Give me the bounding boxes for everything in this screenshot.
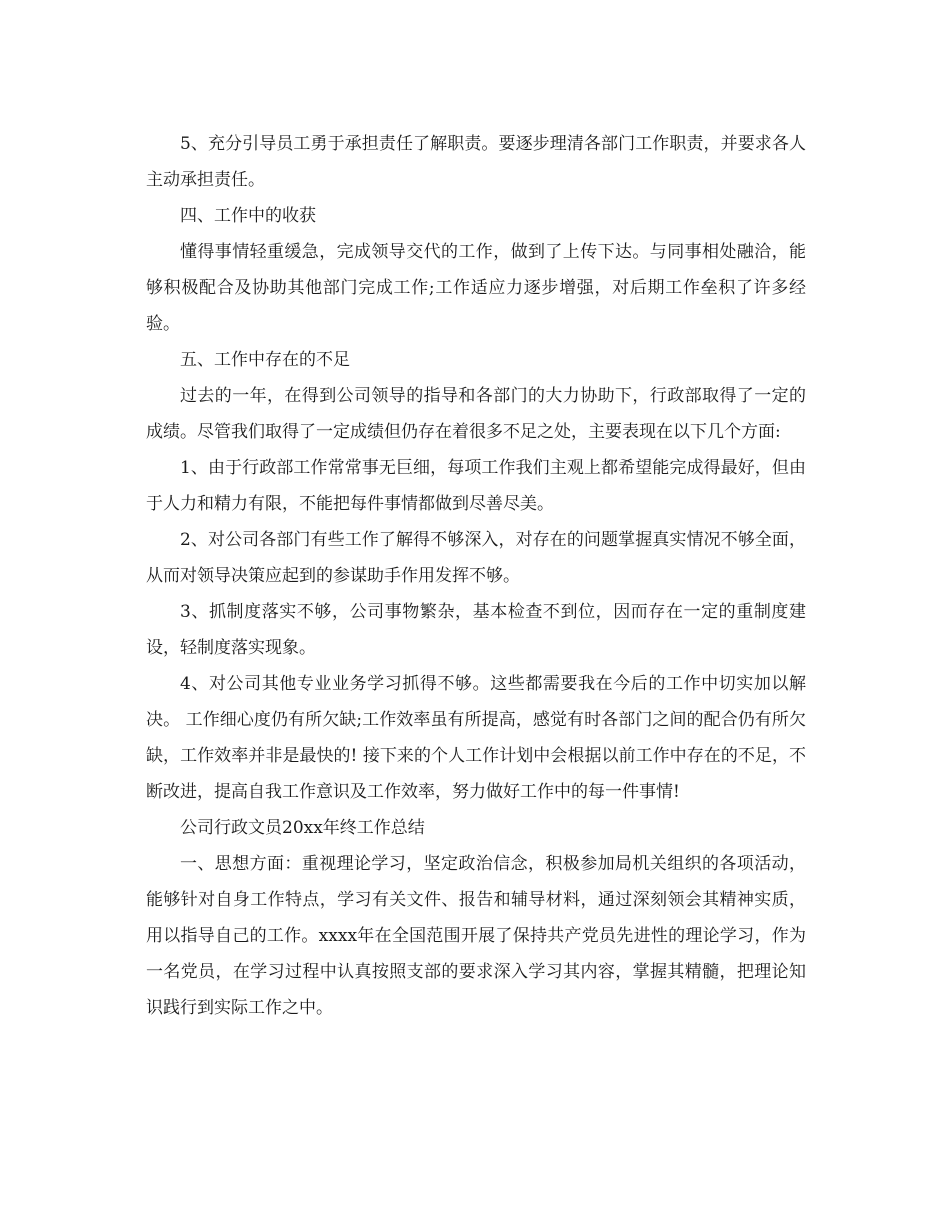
paragraph-shortcoming-4: 4、对公司其他专业业务学习抓得不够。这些都需要我在今后的工作中切实加以解决。 工作细心度仍有所欠缺;工作效率虽有所提高，感觉有时各部门之间的配合仍有所欠缺，工作效率并非是最快的! 接下来的个人工作计划中会根据以前工作中存在的不足，不断改进，提高自我工作意识及工作效率，努力做好工作中的每一件事情! [146, 674, 806, 802]
paragraph-ideology: 一、思想方面：重视理论学习，坚定政治信念，积极参加局机关组织的各项活动，能够针对自身工作特点，学习有关文件、报告和辅导材料，通过深刻领会其精神实质，用以指导自己的工作。xxxx年在全国范围开展了保持共产党员先进性的理论学习，作为一名党员，在学习过程中认真按照支部的要求深入学习其内容，掌握其精髓，把理论知识践行到实际工作之中。 [146, 854, 806, 1018]
document-subtitle: 公司行政文员20xx年终工作总结 [180, 818, 425, 838]
paragraph-shortcoming-2: 2、对公司各部门有些工作了解得不够深入，对存在的问题掌握真实情况不够全面，从而对领导决策应起到的参谋助手作用发挥不够。 [146, 530, 806, 586]
paragraph-shortcomings-intro: 过去的一年，在得到公司领导的指导和各部门的大力协助下，行政部取得了一定的成绩。尽管我们取得了一定成绩但仍存在着很多不足之处，主要表现在以下几个方面: [146, 386, 806, 442]
section-heading-shortcomings: 五、工作中存在的不足 [180, 350, 350, 370]
paragraph-shortcoming-3: 3、抓制度落实不够，公司事物繁杂，基本检查不到位，因而存在一定的重制度建设，轻制度落实现象。 [146, 602, 806, 658]
paragraph-harvest: 懂得事情轻重缓急，完成领导交代的工作，做到了上传下达。与同事相处融洽，能够积极配合及协助其他部门完成工作;工作适应力逐步增强，对后期工作垒积了许多经验。 [146, 242, 806, 334]
paragraph-shortcoming-1: 1、由于行政部工作常常事无巨细，每项工作我们主观上都希望能完成得最好，但由于人力和精力有限，不能把每件事情都做到尽善尽美。 [146, 458, 806, 514]
document-body [146, 126, 806, 1026]
paragraph-item-5: 5、充分引导员工勇于承担责任了解职责。要逐步理清各部门工作职责，并要求各人主动承担责任。 [146, 134, 806, 190]
section-heading-harvest: 四、工作中的收获 [180, 206, 316, 226]
